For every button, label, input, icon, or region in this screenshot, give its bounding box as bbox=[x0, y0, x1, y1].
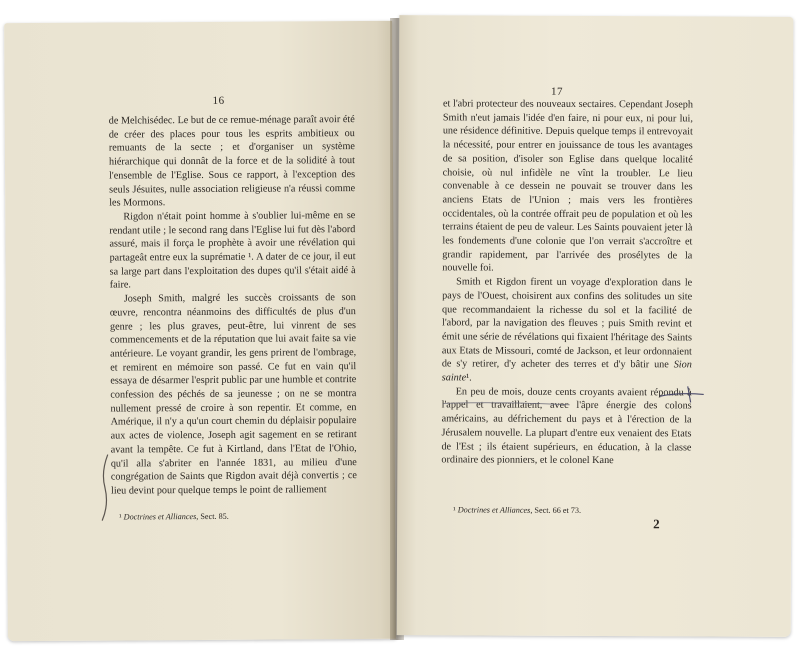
right-paragraph-3: En peu de mois, douze cents croyants avaient répondu à l'appel et travaillaient, avec l'âpre énergie des colons américains, au défrichement du pays et à l'érection de la Jérusalem nouvelle. La plupart d'entre eux venaient des Etats de l'Est ; ils étaient supérieurs, en éducation, à la classe ordinaire des pionniers, et le colonel Kane bbox=[441, 386, 692, 467]
left-footnote-mark: ¹ bbox=[119, 512, 122, 522]
margin-pencil-bracket bbox=[97, 453, 111, 523]
right-footnote-ref: , Sect. 66 et 73. bbox=[530, 505, 582, 515]
signature-mark: 2 bbox=[653, 516, 660, 532]
left-page-text bbox=[109, 113, 357, 498]
right-footnote-mark: ¹ bbox=[453, 505, 456, 515]
left-paragraph-2: Rigdon n'était point homme à s'oublier lui-même en se rendant utile ; le second rang dans l'Eglise lui fut dès l'abord assuré, mais il força le prophète à avoir une révélation qui partageât entre eux la suprématie ¹. A dater de ce jour, il eut sa large part dans l'exploitation des dupes qu'il s'était aidé à faire. bbox=[109, 209, 356, 291]
right-page-number: 17 bbox=[550, 85, 564, 98]
italic-note: ¹. bbox=[466, 372, 472, 384]
left-footnote-ref: , Sect. 85. bbox=[196, 511, 229, 522]
italic-phrase: Sion sainte bbox=[441, 359, 692, 384]
left-footnote-title: Doctrines et Alliances bbox=[123, 512, 197, 522]
left-paragraph-3: Joseph Smith, malgré les succès croissants de son œuvre, rencontra néanmoins des difficultés de plus d'un genre ; les plus graves, peut-être, lui vinrent de ses commencements et de la réputation que lui avait faite sa vie antérieure. Le voyant grandir, les gens prirent de l'ombrage, et remirent en mémoire son passé. Ce fut en vain qu'il essaya de désarmer l'esprit public par une humble et contrite confession des péchés de sa jeunesse ; on ne se montra nullement pressé de croire à son repentir. Et comme, en Amérique, il n'y a qu'un court chemin du déplaisir populaire aux actes de violence, Joseph agit sagement en se retirant avant la tempête. Ce fut à Kirtland, dans l'Etat de l'Ohio, qu'il alla s'abriter en l'année 1831, au milieu d'une congrégation de Saints que Rigdon avait déjà convertis ; ce lieu devint pour quelque temps le point de ralliement bbox=[109, 292, 357, 497]
left-page bbox=[4, 21, 396, 641]
margin-pencil-cross bbox=[658, 382, 708, 406]
left-paragraph-1: de Melchisédec. Le but de ce remue-ménage paraît avoir été de créer des places pour tous les esprits ambitieux ou remuants de la secte ; et d'organiser un système hiérarchique qui donnât de la force et de la solidité à tout l'ensemble de l'Eglise. Sous ce rapport, à l'exception des seuls Jésuites, nulle association religieuse n'a réussi comme les Mormons. bbox=[108, 114, 356, 209]
open-book bbox=[6, 16, 794, 638]
left-footnote bbox=[119, 512, 229, 522]
left-page-number: 16 bbox=[212, 94, 225, 107]
right-footnote-title: Doctrines et Alliances bbox=[457, 505, 531, 515]
pencil-underline bbox=[442, 399, 572, 430]
right-paragraph-2-text: Smith et Rigdon firent un voyage d'exploration dans le pays de l'Ouest, choisirent aux confins des solitudes un site que recommandaient la richesse du sol et la facilité de l'abord, par la navigation des fleuves ; puis Smith revint et émit une série de révélations qui fixaient l'héritage des Saints aux Etats de Missouri, comté de Jackson, et leur ordonnaient de s'y retirer, d'y acheter des terres et d'y bâtir une bbox=[441, 276, 693, 371]
right-page bbox=[397, 15, 794, 637]
right-paragraph-1: et l'abri protecteur des nouveaux sectaires. Cependant Joseph Smith n'eut jamais l'idée d'en faire, ni pour eux, ni pour lui, une résidence définitive. Depuis quelque temps il entrevoyait la nécessité, pour entrer en jouissance de tous les avantages de sa position, d'isoler son Eglise dans quelque localité choisie, où nul infidèle ne vînt la troubler. Le lieu convenable à ce dessein ne pouvait se trouver dans les anciens Etats de l'Union ; mais vers les frontières occidentales, où la contrée offrait peu de population et où les terrains étaient de peu de valeur. Les Saints pouvaient jeter là les fondements d'une colonie que l'on verrait s'accroître et grandir rapidement, par l'arrivée des prosélytes de la nouvelle foi. bbox=[442, 98, 693, 274]
right-footnote bbox=[453, 505, 581, 515]
right-paragraph-2 bbox=[442, 275, 692, 386]
